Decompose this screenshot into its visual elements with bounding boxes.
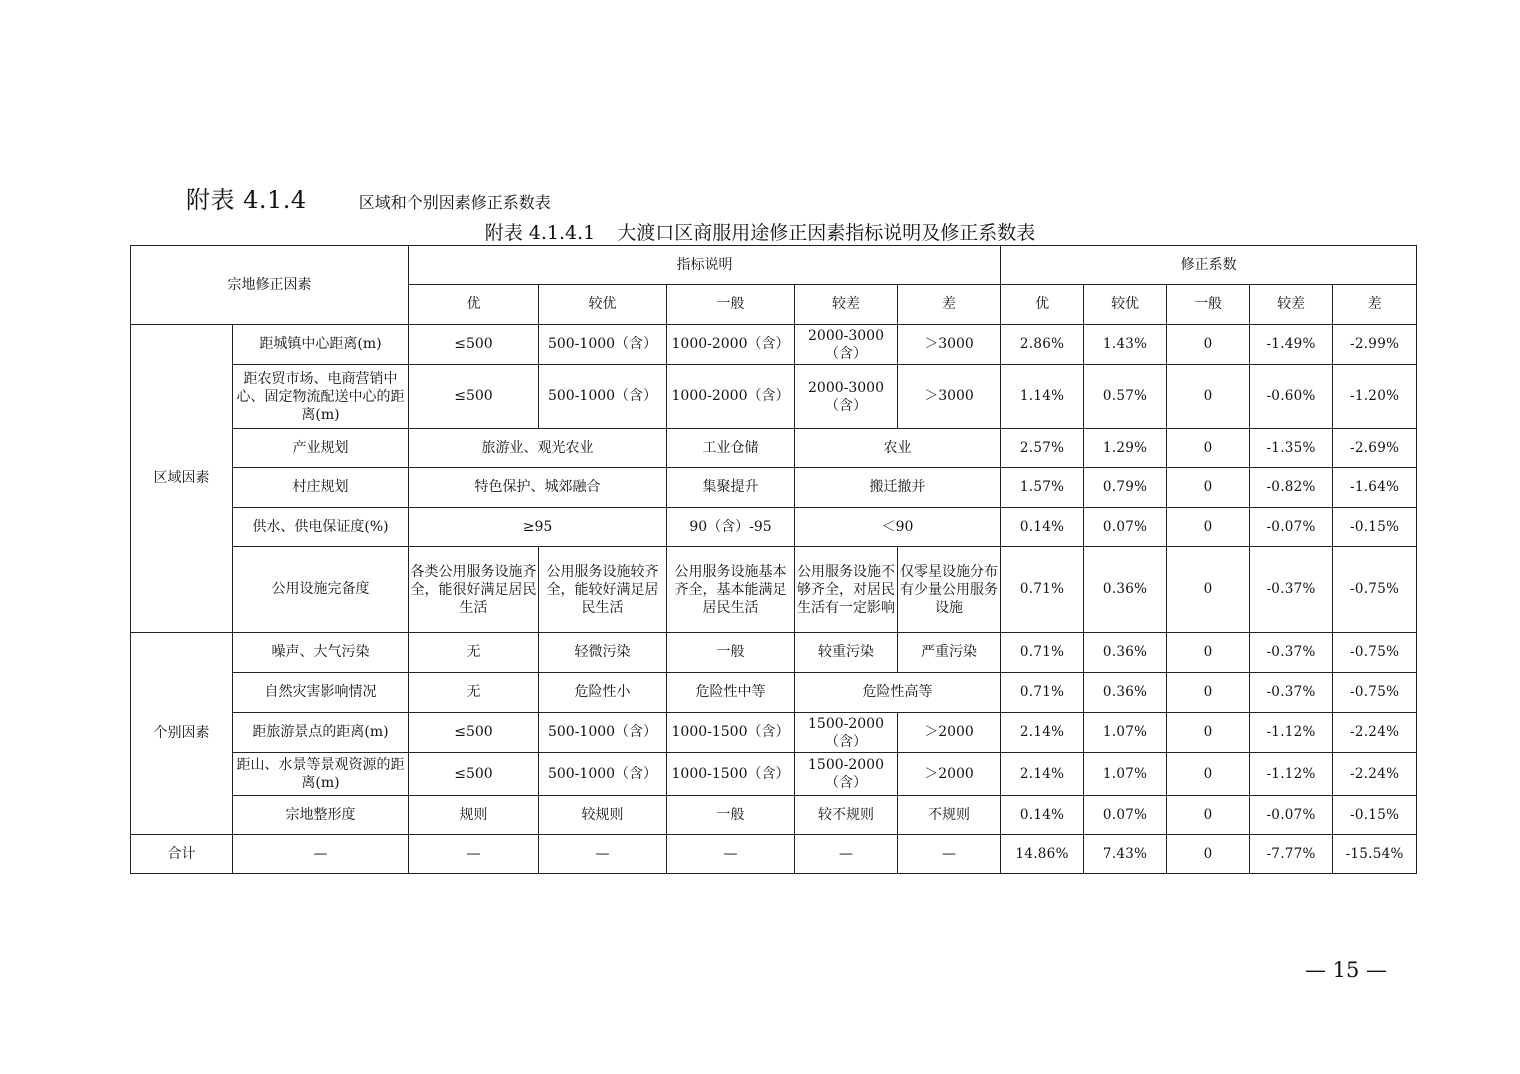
coefficient-cell: 0.36% [1084, 633, 1167, 673]
group-label-individual: 个别因素 [131, 633, 233, 835]
coefficient-cell: 0.07% [1084, 796, 1167, 835]
total-row [131, 835, 1417, 874]
factor-cell: 公用设施完备度 [233, 547, 409, 633]
header-level: 较差 [795, 285, 898, 325]
header-level: 差 [1333, 285, 1417, 325]
table-title: 大渡口区商服用途修正因素指标说明及修正系数表 [617, 222, 1036, 244]
table-number: 附表 4.1.4.1 [484, 222, 596, 244]
header-factor: 宗地修正因素 [131, 246, 409, 325]
indicator-cell: 一般 [667, 633, 795, 673]
coefficient-cell: 0 [1167, 468, 1250, 508]
coefficient-cell: -0.75% [1333, 633, 1417, 673]
coefficient-cell: -1.20% [1333, 365, 1417, 429]
indicator-cell: 90（含）-95 [667, 508, 795, 547]
indicator-cell: 1500-2000（含） [795, 753, 898, 796]
table-row [131, 673, 1417, 713]
total-label: 合计 [131, 835, 233, 874]
indicator-cell: 特色保护、城郊融合 [409, 468, 667, 508]
coefficient-cell: 2.86% [1001, 325, 1084, 365]
coefficient-cell: 1.57% [1001, 468, 1084, 508]
coefficient-cell: -0.07% [1250, 508, 1333, 547]
factor-cell: 距农贸市场、电商营销中心、固定物流配送中心的距离(m) [233, 365, 409, 429]
coefficient-cell: -2.24% [1333, 753, 1417, 796]
indicator-cell: 危险性小 [539, 673, 667, 713]
header-level: 较优 [539, 285, 667, 325]
appendix-number: 附表 4.1.4 [186, 186, 307, 214]
indicator-cell: 危险性中等 [667, 673, 795, 713]
factor-cell: 距城镇中心距离(m) [233, 325, 409, 365]
header-coefficient: 修正系数 [1001, 246, 1417, 285]
coefficient-cell: 0 [1167, 365, 1250, 429]
indicator-cell: 不规则 [898, 796, 1001, 835]
factor-cell: 噪声、大气污染 [233, 633, 409, 673]
indicator-cell: 农业 [795, 429, 1001, 468]
coefficient-cell: -0.75% [1333, 673, 1417, 713]
total-dash: — [233, 835, 409, 874]
coefficient-cell: 0 [1167, 547, 1250, 633]
coefficient-cell: -1.64% [1333, 468, 1417, 508]
coefficient-cell: 0.14% [1001, 796, 1084, 835]
coefficient-cell: -0.37% [1250, 547, 1333, 633]
table-caption [0, 218, 1520, 245]
indicator-cell: ＞3000 [898, 325, 1001, 365]
total-coefficient: 0 [1167, 835, 1250, 874]
coefficient-cell: -1.12% [1250, 753, 1333, 796]
coefficient-cell: 1.29% [1084, 429, 1167, 468]
appendix-heading [186, 180, 551, 216]
correction-coefficient-table [130, 245, 1417, 874]
total-coefficient: 7.43% [1084, 835, 1167, 874]
total-coefficient: 14.86% [1001, 835, 1084, 874]
coefficient-cell: 2.14% [1001, 753, 1084, 796]
coefficient-cell: 2.57% [1001, 429, 1084, 468]
header-level: 优 [409, 285, 539, 325]
indicator-cell: 轻微污染 [539, 633, 667, 673]
header-level: 优 [1001, 285, 1084, 325]
table-row [131, 547, 1417, 633]
page-number: — 15 — [1304, 958, 1388, 982]
total-dash: — [795, 835, 898, 874]
indicator-cell: 较重污染 [795, 633, 898, 673]
coefficient-cell: -0.37% [1250, 633, 1333, 673]
coefficient-cell: -2.99% [1333, 325, 1417, 365]
indicator-cell: 公用服务设施不够齐全，对居民生活有一定影响 [795, 547, 898, 633]
indicator-cell: 仅零星设施分布有少量公用服务设施 [898, 547, 1001, 633]
indicator-cell: 公用服务设施基本齐全，基本能满足居民生活 [667, 547, 795, 633]
header-row [131, 246, 1417, 285]
coefficient-cell: -2.24% [1333, 713, 1417, 753]
coefficient-cell: 0.79% [1084, 468, 1167, 508]
coefficient-cell: -2.69% [1333, 429, 1417, 468]
indicator-cell: ≥95 [409, 508, 667, 547]
header-level: 一般 [1167, 285, 1250, 325]
coefficient-cell: -1.12% [1250, 713, 1333, 753]
indicator-cell: 公用服务设施较齐全，能较好满足居民生活 [539, 547, 667, 633]
table-row [131, 468, 1417, 508]
factor-cell: 供水、供电保证度(%) [233, 508, 409, 547]
coefficient-cell: -0.15% [1333, 508, 1417, 547]
indicator-cell: 较不规则 [795, 796, 898, 835]
factor-cell: 宗地整形度 [233, 796, 409, 835]
coefficient-cell: 1.43% [1084, 325, 1167, 365]
indicator-cell: ≤500 [409, 325, 539, 365]
coefficient-cell: -0.37% [1250, 673, 1333, 713]
table-row [131, 429, 1417, 468]
indicator-cell: 集聚提升 [667, 468, 795, 508]
indicator-cell: 2000-3000（含） [795, 365, 898, 429]
coefficient-cell: -1.49% [1250, 325, 1333, 365]
coefficient-cell: 0 [1167, 429, 1250, 468]
indicator-cell: 无 [409, 673, 539, 713]
table-row [131, 796, 1417, 835]
indicator-cell: 严重污染 [898, 633, 1001, 673]
indicator-cell: ＜90 [795, 508, 1001, 547]
header-level: 差 [898, 285, 1001, 325]
coefficient-cell: 1.07% [1084, 713, 1167, 753]
coefficient-cell: 0 [1167, 673, 1250, 713]
total-dash: — [539, 835, 667, 874]
total-dash: — [667, 835, 795, 874]
indicator-cell: ＞3000 [898, 365, 1001, 429]
table-row [131, 508, 1417, 547]
total-dash: — [898, 835, 1001, 874]
coefficient-cell: -1.35% [1250, 429, 1333, 468]
coefficient-cell: 0 [1167, 713, 1250, 753]
factor-cell: 距旅游景点的距离(m) [233, 713, 409, 753]
indicator-cell: ＞2000 [898, 713, 1001, 753]
coefficient-cell: 0.07% [1084, 508, 1167, 547]
indicator-cell: 旅游业、观光农业 [409, 429, 667, 468]
indicator-cell: 2000-3000（含） [795, 325, 898, 365]
header-level: 较差 [1250, 285, 1333, 325]
factor-cell: 距山、水景等景观资源的距离(m) [233, 753, 409, 796]
coefficient-cell: 0 [1167, 796, 1250, 835]
total-coefficient: -15.54% [1333, 835, 1417, 874]
indicator-cell: 500-1000（含） [539, 325, 667, 365]
indicator-cell: ＞2000 [898, 753, 1001, 796]
table-row [131, 633, 1417, 673]
factor-cell: 产业规划 [233, 429, 409, 468]
header-level: 较优 [1084, 285, 1167, 325]
indicator-cell: ≤500 [409, 753, 539, 796]
coefficient-cell: 0.71% [1001, 547, 1084, 633]
coefficient-cell: 0.36% [1084, 547, 1167, 633]
indicator-cell: 较规则 [539, 796, 667, 835]
coefficient-cell: 0.36% [1084, 673, 1167, 713]
coefficient-cell: -0.15% [1333, 796, 1417, 835]
header-indicator: 指标说明 [409, 246, 1001, 285]
indicator-cell: 1000-1500（含） [667, 713, 795, 753]
coefficient-cell: 1.14% [1001, 365, 1084, 429]
header-level: 一般 [667, 285, 795, 325]
coefficient-cell: 0.71% [1001, 633, 1084, 673]
indicator-cell: 一般 [667, 796, 795, 835]
indicator-cell: 规则 [409, 796, 539, 835]
indicator-cell: ≤500 [409, 713, 539, 753]
coefficient-cell: 0.14% [1001, 508, 1084, 547]
coefficient-cell: -0.60% [1250, 365, 1333, 429]
coefficient-cell: 0 [1167, 508, 1250, 547]
coefficient-cell: 0 [1167, 325, 1250, 365]
indicator-cell: 1000-2000（含） [667, 325, 795, 365]
indicator-cell: 500-1000（含） [539, 753, 667, 796]
coefficient-cell: 0 [1167, 753, 1250, 796]
indicator-cell: 1000-1500（含） [667, 753, 795, 796]
factor-cell: 村庄规划 [233, 468, 409, 508]
total-dash: — [409, 835, 539, 874]
indicator-cell: 工业仓储 [667, 429, 795, 468]
indicator-cell: 搬迁撤并 [795, 468, 1001, 508]
coefficient-cell: 0 [1167, 633, 1250, 673]
coefficient-cell: 1.07% [1084, 753, 1167, 796]
indicator-cell: 无 [409, 633, 539, 673]
table-row [131, 713, 1417, 753]
coefficient-cell: 0.57% [1084, 365, 1167, 429]
indicator-cell: 500-1000（含） [539, 713, 667, 753]
indicator-cell: 危险性高等 [795, 673, 1001, 713]
indicator-cell: ≤500 [409, 365, 539, 429]
table-row [131, 365, 1417, 429]
indicator-cell: 各类公用服务设施齐全，能很好满足居民生活 [409, 547, 539, 633]
coefficient-cell: 2.14% [1001, 713, 1084, 753]
coefficient-cell: -0.75% [1333, 547, 1417, 633]
factor-cell: 自然灾害影响情况 [233, 673, 409, 713]
table-row [131, 325, 1417, 365]
indicator-cell: 1000-2000（含） [667, 365, 795, 429]
indicator-cell: 500-1000（含） [539, 365, 667, 429]
coefficient-cell: -0.82% [1250, 468, 1333, 508]
total-coefficient: -7.77% [1250, 835, 1333, 874]
table-row [131, 753, 1417, 796]
coefficient-cell: 0.71% [1001, 673, 1084, 713]
indicator-cell: 1500-2000（含） [795, 713, 898, 753]
coefficient-cell: -0.07% [1250, 796, 1333, 835]
appendix-title: 区域和个别因素修正系数表 [358, 193, 551, 212]
group-label-regional: 区域因素 [131, 325, 233, 633]
